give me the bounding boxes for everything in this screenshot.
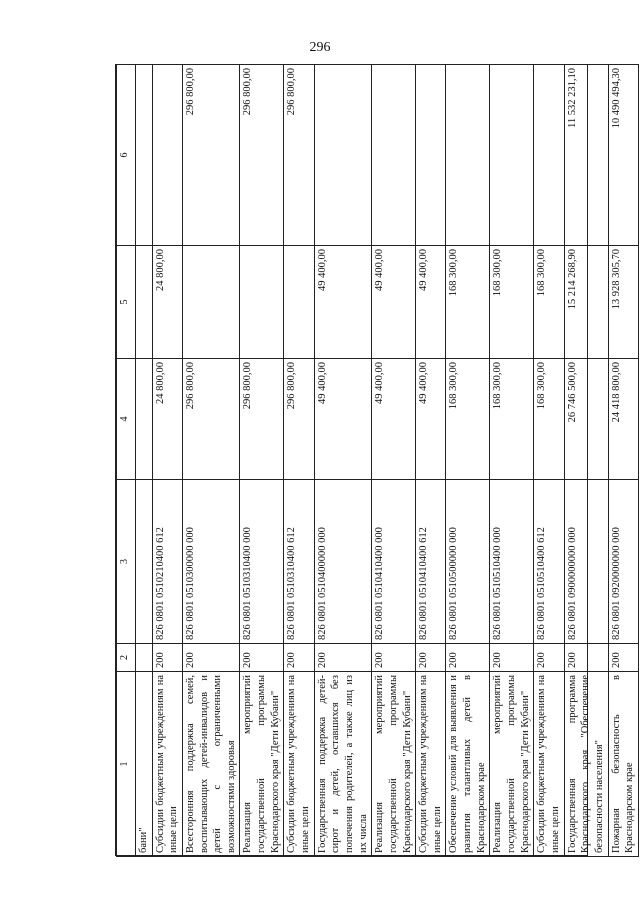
total-cell: 168 300,00 <box>446 359 490 480</box>
name-cell: Государственная поддержка детей-сирот и детей, оставшихся без попечения родителей, а также лиц из их числа <box>314 672 372 857</box>
table-row <box>152 65 182 857</box>
total-cell: 296 800,00 <box>182 359 240 480</box>
code-cell: 826 0801 0510510400 000 <box>490 480 534 644</box>
header-cell-6: 6 <box>117 65 136 246</box>
ved-cell: 200 <box>534 644 564 672</box>
name-cell: бани" <box>136 672 153 857</box>
rotated-table <box>116 65 636 857</box>
sum-3-cell: 296 800,00 <box>240 65 284 246</box>
name-cell: Реализация мероприятий государственной программы Краснодарского края "Дети Кубани" <box>372 672 416 857</box>
page-number: 296 <box>309 40 331 55</box>
name-cell: Пожарная безопасность в Краснодарском крае <box>608 672 638 857</box>
sum-2-cell <box>136 246 153 359</box>
code-cell: 826 0801 0510310400 000 <box>240 480 284 644</box>
sum-2-cell: 168 300,00 <box>446 246 490 359</box>
total-cell: 49 400,00 <box>416 359 446 480</box>
sum-2-cell: 168 300,00 <box>490 246 534 359</box>
table-row <box>446 65 490 857</box>
total-cell <box>136 359 153 480</box>
total-cell: 26 746 500,00 <box>564 359 608 480</box>
table-body <box>117 65 639 857</box>
total-cell: 296 800,00 <box>284 359 314 480</box>
sum-3-cell: 296 800,00 <box>182 65 240 246</box>
header-cell-1: 1 <box>117 672 136 857</box>
name-cell: Субсидии бюджетным учреждениям на иные цели <box>534 672 564 857</box>
ved-cell: 200 <box>284 644 314 672</box>
sum-3-cell: 11 532 231,10 <box>564 65 608 246</box>
code-cell: 826 0801 0510400000 000 <box>314 480 372 644</box>
code-cell: 826 0801 0900000000 000 <box>564 480 608 644</box>
budget-table <box>116 64 639 857</box>
sum-3-cell <box>152 65 182 246</box>
name-cell: Обеспечение условий для выявления и развития талантливых детей в Краснодарском крае <box>446 672 490 857</box>
total-cell: 49 400,00 <box>314 359 372 480</box>
sum-3-cell <box>534 65 564 246</box>
sum-2-cell: 15 214 268,90 <box>564 246 608 359</box>
name-cell: Реализация мероприятий государственной программы Краснодарского края "Дети Кубани" <box>240 672 284 857</box>
ved-cell: 200 <box>314 644 372 672</box>
ved-cell: 200 <box>372 644 416 672</box>
header-cell-2: 2 <box>117 644 136 672</box>
sum-2-cell: 13 928 305,70 <box>608 246 638 359</box>
code-cell: 826 0801 0510310400 612 <box>284 480 314 644</box>
code-cell: 826 0801 0510410400 000 <box>372 480 416 644</box>
ved-cell: 200 <box>608 644 638 672</box>
total-cell: 168 300,00 <box>490 359 534 480</box>
sum-2-cell <box>182 246 240 359</box>
sum-3-cell <box>490 65 534 246</box>
ved-cell: 200 <box>240 644 284 672</box>
table-row <box>564 65 608 857</box>
sum-2-cell <box>240 246 284 359</box>
header-cell-3: 3 <box>117 480 136 644</box>
name-cell: Субсидии бюджетным учреждениям на иные цели <box>152 672 182 857</box>
sum-3-cell <box>416 65 446 246</box>
sum-2-cell <box>284 246 314 359</box>
code-cell: 826 0801 0510410400 612 <box>416 480 446 644</box>
total-cell: 24 418 800,00 <box>608 359 638 480</box>
table-row <box>136 65 153 857</box>
code-cell: 826 0801 0510510400 612 <box>534 480 564 644</box>
sum-3-cell <box>136 65 153 246</box>
header-cell-5: 5 <box>117 246 136 359</box>
table-row <box>182 65 240 857</box>
sum-2-cell: 49 400,00 <box>416 246 446 359</box>
sum-3-cell: 296 800,00 <box>284 65 314 246</box>
total-cell: 296 800,00 <box>240 359 284 480</box>
ved-cell: 200 <box>490 644 534 672</box>
header-row <box>117 65 136 857</box>
sum-3-cell <box>314 65 372 246</box>
sum-2-cell: 49 400,00 <box>372 246 416 359</box>
code-cell: 826 0801 0920000000 000 <box>608 480 638 644</box>
header-cell-4: 4 <box>117 359 136 480</box>
table-row <box>284 65 314 857</box>
code-cell: 826 0801 0510500000 000 <box>446 480 490 644</box>
sum-2-cell: 24 800,00 <box>152 246 182 359</box>
total-cell: 168 300,00 <box>534 359 564 480</box>
table-row <box>372 65 416 857</box>
name-cell: Государственная программа Краснодарского края "Обеспечение безопасности населения" <box>564 672 608 857</box>
ved-cell: 200 <box>446 644 490 672</box>
table-row <box>416 65 446 857</box>
code-cell <box>136 480 153 644</box>
name-cell: Субсидии бюджетным учреждениям на иные цели <box>416 672 446 857</box>
ved-cell: 200 <box>564 644 608 672</box>
ved-cell <box>136 644 153 672</box>
table-row <box>608 65 638 857</box>
name-cell: Реализация мероприятий государственной программы Краснодарского края "Дети Кубани" <box>490 672 534 857</box>
sum-2-cell: 168 300,00 <box>534 246 564 359</box>
sum-3-cell <box>372 65 416 246</box>
ved-cell: 200 <box>152 644 182 672</box>
table-row <box>240 65 284 857</box>
sum-3-cell: 10 490 494,30 <box>608 65 638 246</box>
total-cell: 49 400,00 <box>372 359 416 480</box>
sum-3-cell <box>446 65 490 246</box>
code-cell: 826 0801 0510300000 000 <box>182 480 240 644</box>
budget-table-container <box>115 64 636 856</box>
code-cell: 826 0801 0510210400 612 <box>152 480 182 644</box>
name-cell: Всесторонняя поддержка семей, воспитывающих детей-инвалидов и детей с ограниченными возможностями здоровья <box>182 672 240 857</box>
table-row <box>490 65 534 857</box>
ved-cell: 200 <box>182 644 240 672</box>
table-row <box>314 65 372 857</box>
ved-cell: 200 <box>416 644 446 672</box>
name-cell: Субсидии бюджетным учреждениям на иные цели <box>284 672 314 857</box>
total-cell: 24 800,00 <box>152 359 182 480</box>
sum-2-cell: 49 400,00 <box>314 246 372 359</box>
table-row <box>534 65 564 857</box>
